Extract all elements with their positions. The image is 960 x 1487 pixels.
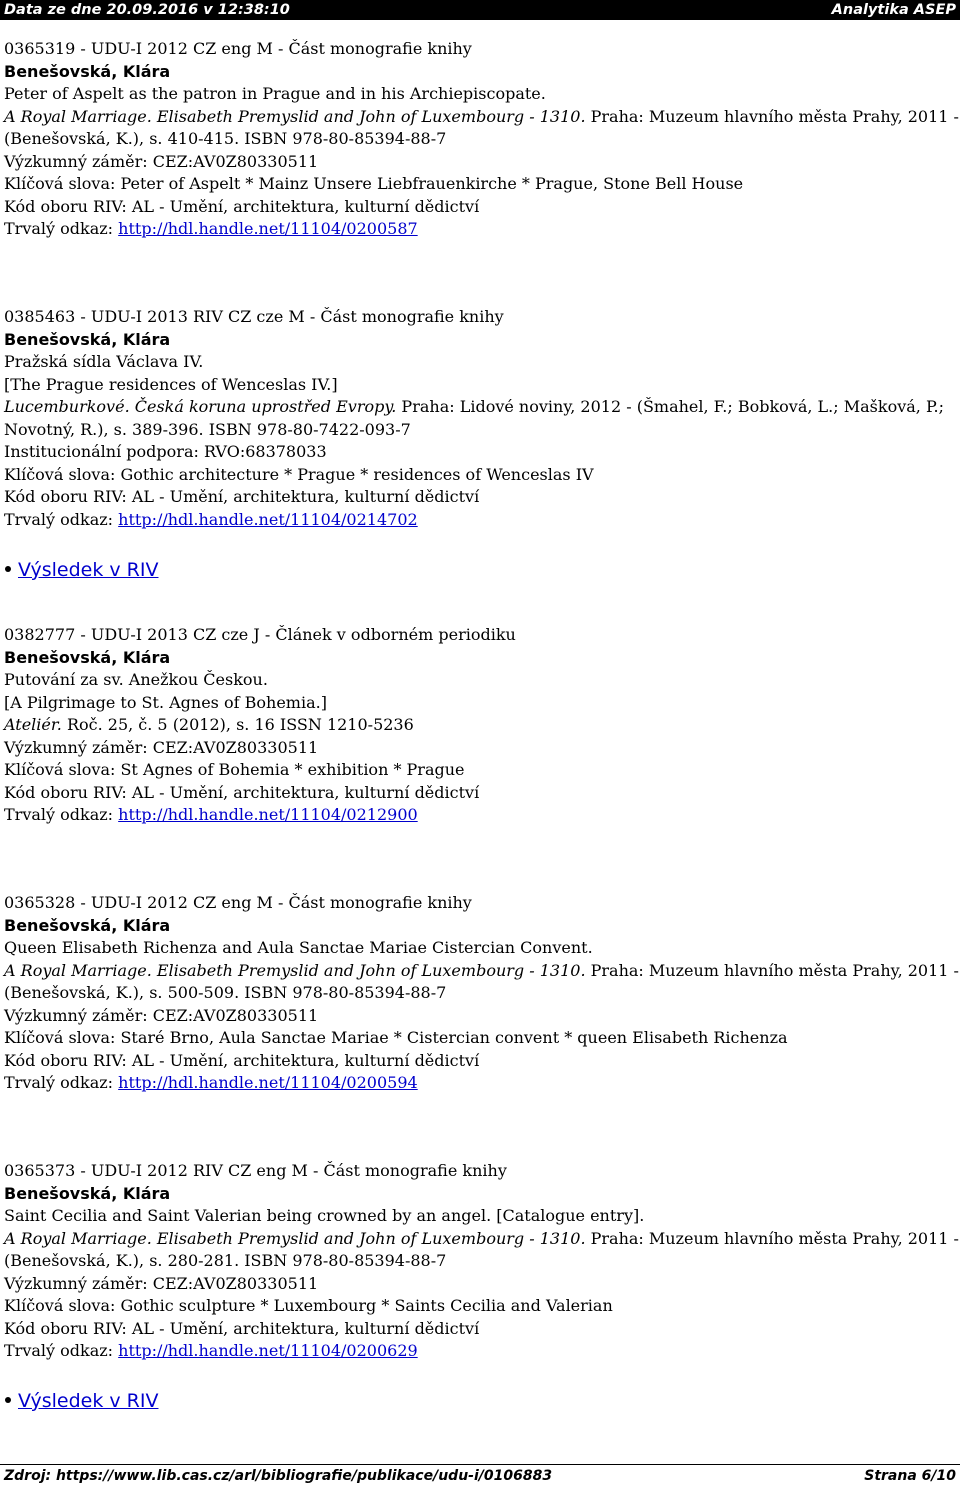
record-source: [4, 1228, 959, 1251]
permalink-label: Trvalý odkaz:: [4, 805, 119, 824]
record-title-en: [A Pilgrimage to St. Agnes of Bohemia.]: [4, 692, 327, 712]
page-footer: [0, 1464, 960, 1485]
permalink-link[interactable]: http://hdl.handle.net/11104/0214702: [118, 509, 418, 529]
source-italic: A Royal Marriage. Elisabeth Premyslid and John of Luxembourg - 1310.: [4, 960, 586, 980]
record-permalink-row: [4, 218, 954, 241]
record-title: Peter of Aspelt as the patron in Prague and in his Archiepiscopate.: [4, 84, 546, 103]
record-source: [4, 396, 954, 419]
bullet-icon: [5, 1397, 11, 1403]
record-permalink-row: [4, 1072, 954, 1095]
app-name: Analytika ASEP: [831, 2, 956, 18]
export-date: Data ze dne 20.09.2016 v 12:38:10: [4, 2, 290, 18]
record: [4, 624, 954, 827]
record-funding: Výzkumný záměr: CEZ:AV0Z80330511: [4, 151, 319, 171]
record-source-cont: (Benešovská, K.), s. 500-509. ISBN 978-80-85394-88-7: [4, 983, 447, 1002]
record-permalink-row: [4, 509, 954, 532]
source-rest: Praha: Muzeum hlavního města Prahy, 2011 -: [585, 1228, 959, 1248]
record: [4, 892, 959, 1095]
record-id-line: 0365328 - UDU-I 2012 CZ eng M - Část monografie knihy: [4, 893, 472, 912]
permalink-label: Trvalý odkaz:: [4, 1341, 119, 1360]
permalink-link[interactable]: http://hdl.handle.net/11104/0200629: [118, 1341, 418, 1360]
bullet-icon: [5, 566, 11, 572]
page-number: Strana 6/10: [864, 1468, 956, 1484]
record-field: Kód oboru RIV: AL - Umění, architektura, kulturní dědictví: [4, 782, 480, 802]
record-title-en: [The Prague residences of Wenceslas IV.]: [4, 374, 338, 394]
record-title: Saint Cecilia and Saint Valerian being crowned by an angel. [Catalogue entry].: [4, 1206, 645, 1225]
record-source: [4, 106, 959, 129]
riv-result-item: [4, 557, 158, 583]
source-rest: Praha: Muzeum hlavního města Prahy, 2011 -: [585, 960, 959, 980]
record-field: Kód oboru RIV: AL - Umění, architektura, kulturní dědictví: [4, 196, 480, 216]
riv-result-item: [4, 1388, 158, 1414]
record-author[interactable]: Benešovská, Klára: [4, 1183, 171, 1203]
permalink-label: Trvalý odkaz:: [4, 1073, 119, 1092]
record-field: Kód oboru RIV: AL - Umění, architektura, kulturní dědictví: [4, 1318, 480, 1338]
record-author[interactable]: Benešovská, Klára: [4, 329, 171, 349]
record-funding: Výzkumný záměr: CEZ:AV0Z80330511: [4, 1273, 319, 1293]
record-permalink-row: [4, 804, 954, 827]
permalink-link[interactable]: http://hdl.handle.net/11104/0212900: [118, 805, 418, 824]
source-rest: Roč. 25, č. 5 (2012), s. 16 ISSN 1210-5236: [61, 715, 414, 734]
permalink-link[interactable]: http://hdl.handle.net/11104/0200594: [118, 1073, 418, 1092]
permalink-label: Trvalý odkaz:: [4, 509, 119, 529]
permalink-link[interactable]: http://hdl.handle.net/11104/0200587: [118, 219, 418, 238]
record-source-cont: Novotný, R.), s. 389-396. ISBN 978-80-7422-093-7: [4, 419, 411, 439]
record: [4, 38, 959, 241]
record-keywords: Klíčová slova: St Agnes of Bohemia * exhibition * Prague: [4, 760, 465, 779]
record-title: Putování za sv. Anežkou Českou.: [4, 670, 268, 689]
record-permalink-row: [4, 1340, 954, 1363]
record-id-line: 0382777 - UDU-I 2013 CZ cze J - Článek v odborném periodiku: [4, 625, 516, 644]
source-italic: A Royal Marriage. Elisabeth Premyslid and John of Luxembourg - 1310.: [4, 106, 586, 126]
record-field: Kód oboru RIV: AL - Umění, architektura, kulturní dědictví: [4, 487, 480, 506]
source-rest: Praha: Lidové noviny, 2012 - (Šmahel, F.; Bobková, L.; Mašková, P.;: [396, 397, 944, 416]
footer-source: Zdroj: https://www.lib.cas.cz/arl/bibliografie/publikace/udu-i/0106883: [4, 1468, 553, 1484]
record: [4, 306, 954, 531]
source-rest: Praha: Muzeum hlavního města Prahy, 2011 -: [585, 106, 959, 126]
record-funding: Výzkumný záměr: CEZ:AV0Z80330511: [4, 1005, 319, 1025]
source-italic: A Royal Marriage. Elisabeth Premyslid and John of Luxembourg - 1310.: [4, 1228, 586, 1248]
record-field: Kód oboru RIV: AL - Umění, architektura, kulturní dědictví: [4, 1050, 480, 1070]
record-source: [4, 714, 954, 737]
record: [4, 1160, 959, 1363]
riv-result-link[interactable]: Výsledek v RIV: [18, 559, 159, 581]
record-title: Pražská sídla Václava IV.: [4, 352, 204, 371]
riv-result-link[interactable]: Výsledek v RIV: [18, 1390, 159, 1412]
record-funding: Institucionální podpora: RVO:68378033: [4, 442, 327, 461]
record-keywords: Klíčová slova: Peter of Aspelt * Mainz Unsere Liebfrauenkirche * Prague, Stone Bell House: [4, 174, 744, 193]
footer-divider: [0, 1464, 960, 1465]
record-source-cont: (Benešovská, K.), s. 410-415. ISBN 978-80-85394-88-7: [4, 129, 447, 148]
source-italic: Ateliér.: [4, 715, 62, 734]
source-italic: Lucemburkové. Česká koruna uprostřed Evropy.: [4, 397, 397, 416]
record-keywords: Klíčová slova: Staré Brno, Aula Sanctae Mariae * Cistercian convent * queen Elisabeth Richenza: [4, 1028, 788, 1047]
record-author[interactable]: Benešovská, Klára: [4, 915, 171, 935]
record-keywords: Klíčová slova: Gothic sculpture * Luxembourg * Saints Cecilia and Valerian: [4, 1296, 613, 1315]
record-id-line: 0365373 - UDU-I 2012 RIV CZ eng M - Část monografie knihy: [4, 1161, 507, 1180]
header-bar: [0, 0, 960, 20]
record-author[interactable]: Benešovská, Klára: [4, 61, 171, 81]
record-id-line: 0385463 - UDU-I 2013 RIV CZ cze M - Část monografie knihy: [4, 307, 504, 326]
record-source-cont: (Benešovská, K.), s. 280-281. ISBN 978-80-85394-88-7: [4, 1251, 447, 1270]
record-keywords: Klíčová slova: Gothic architecture * Prague * residences of Wenceslas IV: [4, 464, 594, 484]
record-id-line: 0365319 - UDU-I 2012 CZ eng M - Část monografie knihy: [4, 39, 472, 58]
record-author[interactable]: Benešovská, Klára: [4, 647, 171, 667]
permalink-label: Trvalý odkaz:: [4, 219, 119, 238]
record-source: [4, 960, 959, 983]
record-title: Queen Elisabeth Richenza and Aula Sanctae Mariae Cistercian Convent.: [4, 938, 593, 957]
record-funding: Výzkumný záměr: CEZ:AV0Z80330511: [4, 737, 319, 757]
